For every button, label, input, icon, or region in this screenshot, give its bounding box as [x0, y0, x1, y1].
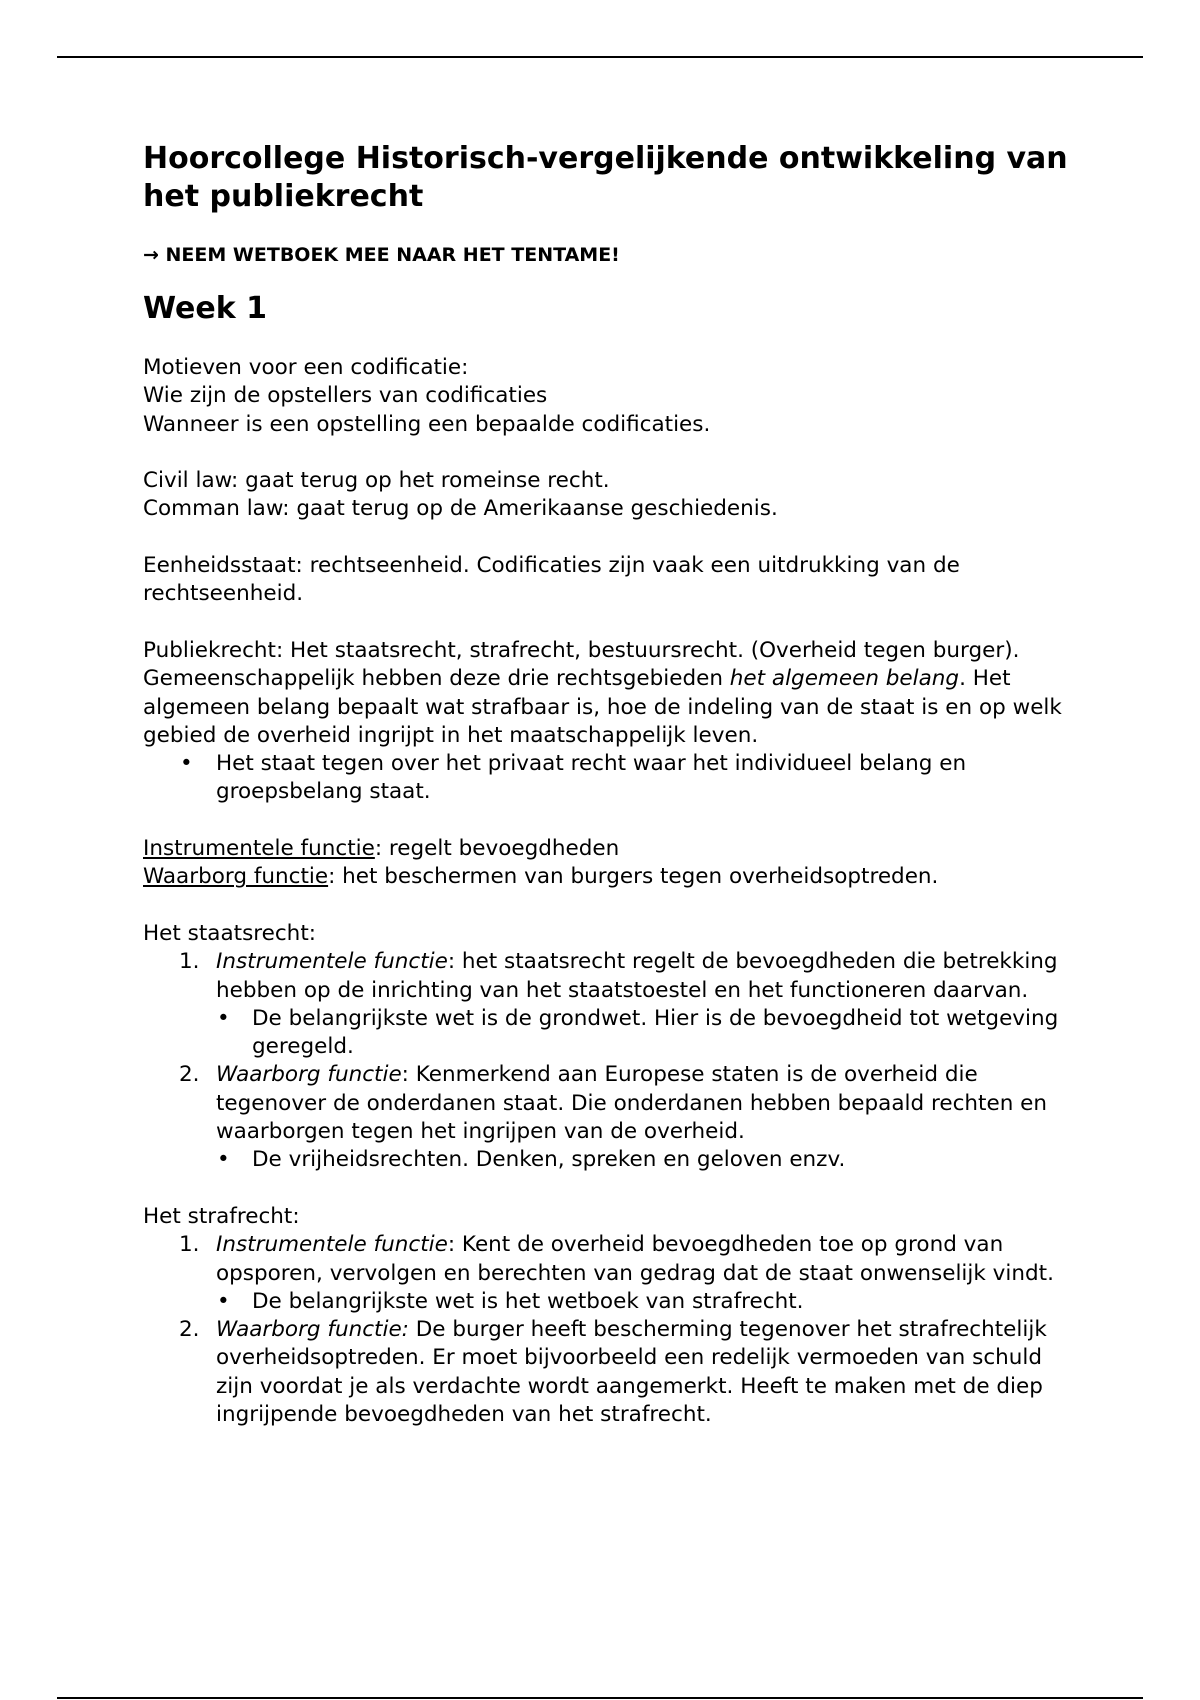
- publiekrecht-bullets: [143, 750, 1083, 807]
- document-body: [143, 140, 1083, 1429]
- functie-term: Instrumentele functie: [216, 1232, 448, 1258]
- common-law-line: Comman law: gaat terug op de Amerikaanse geschiedenis.: [143, 496, 778, 522]
- publiekrecht-text: Publiekrecht: Het staatsrecht, strafrecht, bestuursrecht. (Overheid tegen burger). Gemeenschappelijk hebben deze drie rechtsgebieden: [143, 637, 1020, 692]
- sub-bullet-list: [216, 1005, 1083, 1062]
- header-rule: [57, 56, 1143, 58]
- document-title: Hoorcollege Historisch-vergelijkende ontwikkeling van het publiekrecht: [143, 141, 1068, 214]
- sub-bullet-item: • De belangrijkste wet is de grondwet. Hier is de bevoegdheid tot wetgeving geregeld.: [216, 1005, 1083, 1062]
- list-number: 2.: [179, 1317, 200, 1343]
- sub-bullet-list: [216, 1288, 1083, 1316]
- sub-bullet-item: • De vrijheidsrechten. Denken, spreken en geloven enzv.: [216, 1146, 1083, 1174]
- footer-rule: [57, 1697, 1143, 1699]
- list-number: 1.: [179, 949, 200, 975]
- publiekrecht-text-cont: . Het algemeen belang bepaalt wat strafbaar is, hoe de indeling van de staat is en op welk gebied de overheid ingrijpt in het maatschappelijk leven.: [143, 666, 1062, 748]
- item-text: : het staatsrecht regelt de bevoegdheden die betrekking hebben op de inrichting van het staatstoestel en het functioneren daarvan.: [216, 949, 1058, 1003]
- publiekrecht-paragraph: [143, 637, 1083, 750]
- strafrecht-heading: Het strafrecht:: [143, 1203, 300, 1229]
- list-item: • Het staat tegen over het privaat recht waar het individueel belang en groepsbelang staat.: [143, 750, 1083, 807]
- functies-block: [143, 835, 1083, 892]
- law-systems-block: [143, 467, 1083, 524]
- exam-notice: → NEEM WETBOEK MEE NAAR HET TENTAME!: [143, 244, 620, 266]
- list-item: [143, 1061, 1083, 1174]
- sub-bullet-item: • De belangrijkste wet is het wetboek van strafrecht.: [216, 1288, 1083, 1316]
- civil-law-line: Civil law: gaat terug op het romeinse recht.: [143, 468, 610, 494]
- algemeen-belang-term: het algemeen belang: [729, 666, 960, 692]
- list-item: [143, 1316, 1083, 1429]
- functie-text: : regelt bevoegdheden: [374, 836, 620, 862]
- list-number: 2.: [179, 1062, 200, 1088]
- functie-term: Instrumentele functie: [216, 949, 448, 975]
- strafrecht-list: [143, 1231, 1083, 1429]
- intro-line: Wie zijn de opstellers van codificaties: [143, 383, 548, 409]
- intro-line: Wanneer is een opstelling een bepaalde codificaties.: [143, 411, 711, 437]
- functie-term: Instrumentele functie: [143, 836, 375, 862]
- eenheidsstaat-paragraph: Eenheidsstaat: rechtseenheid. Codificaties zijn vaak een uitdrukking van de rechtseenheid.: [143, 553, 960, 607]
- item-text: De burger heeft bescherming tegenover het strafrechtelijk overheidsoptreden. Er moet bijvoorbeeld een redelijk vermoeden van schuld zijn voordat je als verdachte wordt aangemerkt. Heeft te maken met de diep ingrijpende bevoegdheden van het strafrecht.: [216, 1317, 1047, 1427]
- sub-bullet-list: [216, 1146, 1083, 1174]
- staatsrecht-list: [143, 948, 1083, 1174]
- intro-block: [143, 354, 1083, 439]
- functie-term: Waarborg functie: [216, 1062, 402, 1088]
- functie-line: [143, 835, 1083, 863]
- item-text: : Kent de overheid bevoegdheden toe op grond van opsporen, vervolgen en berechten van gedrag dat de staat onwenselijk vindt.: [216, 1232, 1054, 1286]
- list-number: 1.: [179, 1232, 200, 1258]
- week-heading: Week 1: [143, 291, 267, 326]
- item-text: : Kenmerkend aan Europese staten is de overheid die tegenover de onderdanen staat. Die onderdanen hebben bepaald rechten en waarborgen tegen het ingrijpen van de overheid.: [216, 1062, 1048, 1145]
- publiekrecht-block: [143, 637, 1083, 807]
- functie-term: Waarborg functie:: [216, 1317, 409, 1343]
- functie-text: : het beschermen van burgers tegen overheidsoptreden.: [328, 864, 939, 890]
- functie-line: [143, 863, 1083, 891]
- list-item: [143, 948, 1083, 1061]
- list-item: [143, 1231, 1083, 1316]
- strafrecht-section: [143, 1203, 1083, 1429]
- staatsrecht-section: [143, 920, 1083, 1175]
- staatsrecht-heading: Het staatsrecht:: [143, 920, 316, 946]
- functie-term: Waarborg functie: [143, 864, 329, 890]
- intro-line: Motieven voor een codificatie:: [143, 355, 469, 380]
